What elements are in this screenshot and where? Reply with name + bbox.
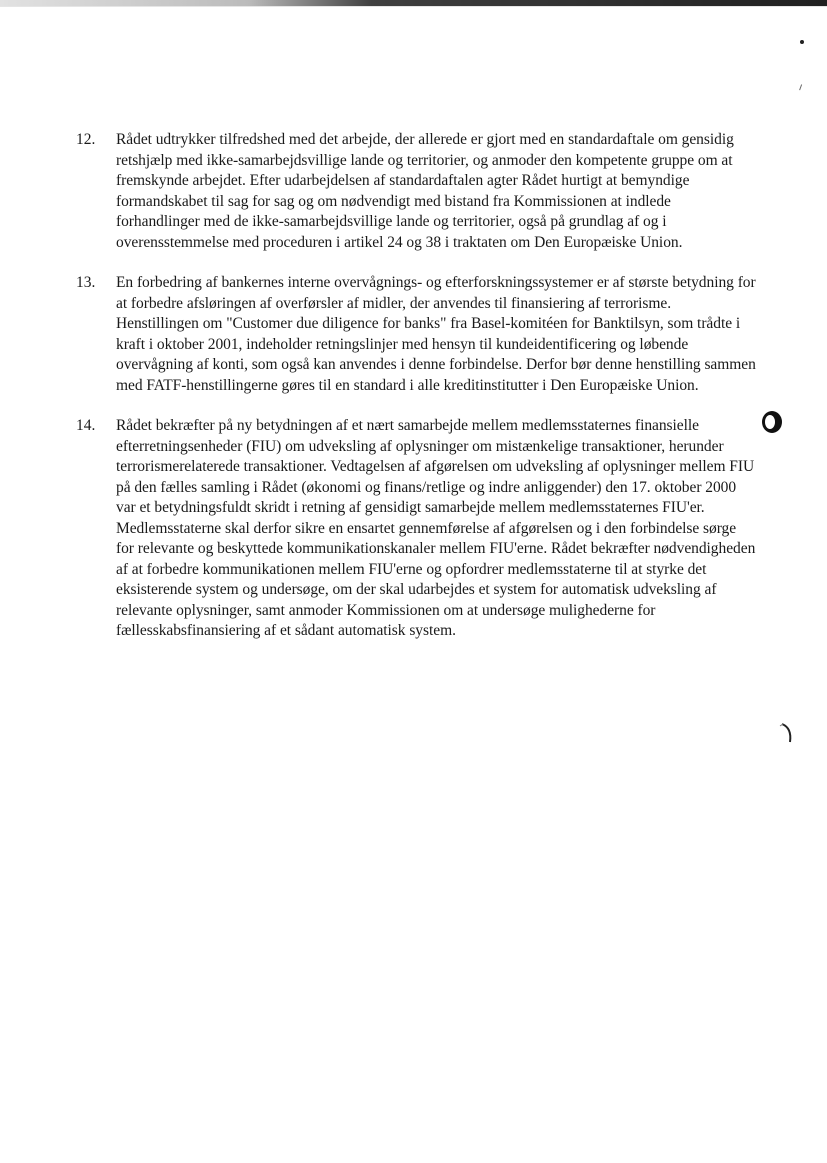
paragraph-text: Rådet udtrykker tilfredshed med det arbejde, der allerede er gjort med en standardaftale om gensidig retshjælp med ikke-samarbejdsvillige lande og territorier, og anmoder den kompetente gruppe om at fremskynde arbejdet. Efter udarbejdelsen af standardaftalen agter Rådet hurtigt at bemyndige formandskabet til sag for sag og om nødvendigt med bistand fra Kommissionen at indlede forhandlinger med de ikke-samarbejdsvillige lande og territorier, også på grundlag af og i overensstemmelse med proceduren i artikel 24 og 38 i traktaten om Den Europæiske Union.: [116, 131, 734, 251]
paragraph-13: [76, 273, 756, 396]
paragraph-text: En forbedring af bankernes interne overvågnings- og efterforskningssystemer er af største betydning for at forbedre afsløringen af overførsler af midler, der anvendes til finansiering af terrorisme. Henstillingen om "Customer due diligence for banks" fra Basel-komitéen for Banktilsyn, som trådte i kraft i oktober 2001, indeholder retningslinjer med hensyn til kundeidentificering og løbende overvågning af konti, som også kan anvendes i denne forbindelse. Derfor bør denne henstilling sammen med FATF-henstillingerne gøres til en standard i alle kreditinstitutter i Den Europæiske Union.: [116, 274, 756, 394]
paragraph-12: [76, 130, 756, 253]
scan-tick-mark: [799, 84, 806, 91]
document-body: [76, 130, 756, 662]
scan-top-border: [0, 0, 827, 6]
paragraph-14: [76, 416, 756, 642]
scan-speck: [800, 40, 804, 44]
paragraph-number: 12.: [76, 131, 96, 148]
margin-mark-icon: [778, 720, 796, 748]
hole-punch-icon: [760, 410, 784, 434]
paragraph-number: 14.: [76, 417, 96, 434]
paragraph-text: Rådet bekræfter på ny betydningen af et nært samarbejde mellem medlemsstaternes finansielle efterretningsenheder (FIU) om udveksling af oplysninger om mistænkelige transaktioner, herunder terrorismerelaterede transaktioner. Vedtagelsen af afgørelsen om udveksling af oplysninger mellem FIU på den fælles samling i Rådet (økonomi og finans/retlige og indre anliggender) den 17. oktober 2000 var et betydningsfuldt skridt i retning af gensidigt samarbejde mellem medlemsstaternes FIU'er. Medlemsstaterne skal derfor sikre en ensartet gennemførelse af afgørelsen og i den forbindelse sørge for relevante og beskyttede kommunikationskanaler mellem FIU'erne. Rådet bekræfter nødvendigheden af at forbedre kommunikationen mellem FIU'erne og opfordrer medlemsstaterne til at styrke det eksisterende system og undersøge, om der skal udarbejdes et system for automatisk udveksling af relevante oplysninger, samt anmoder Kommissionen om at undersøge mulighederne for fællesskabsfinansiering af et sådant automatisk system.: [116, 417, 756, 639]
paragraph-number: 13.: [76, 274, 96, 291]
